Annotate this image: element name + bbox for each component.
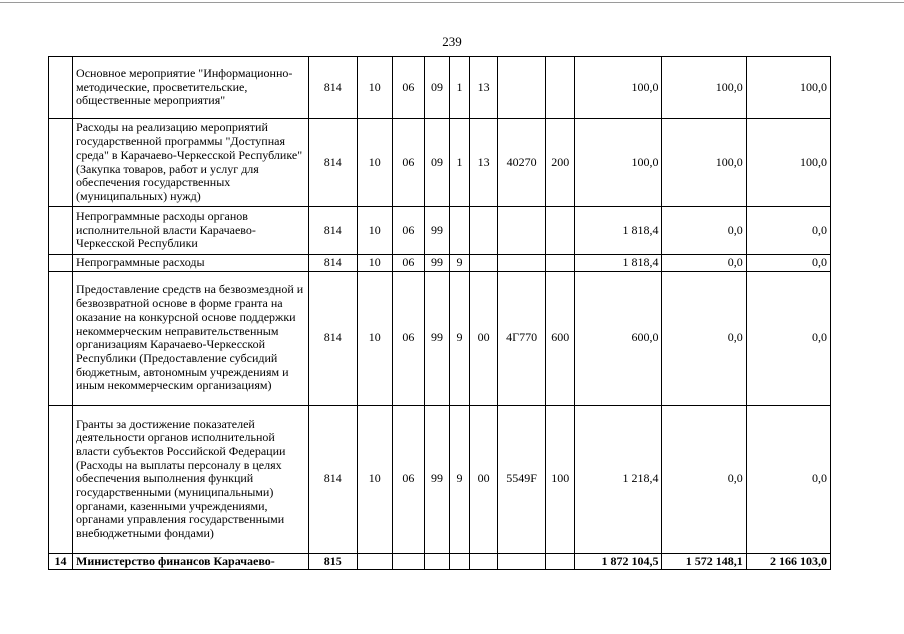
subsection-code: 06 bbox=[392, 255, 424, 272]
program-code bbox=[424, 553, 449, 570]
row-name: Непрограммные расходы органов исполнительной власти Карачаево-Черкесской Республики bbox=[73, 207, 309, 255]
direction-code: 5549F bbox=[498, 405, 546, 553]
direction-code: 4Г770 bbox=[498, 271, 546, 405]
subprogram-code: 9 bbox=[449, 271, 469, 405]
subsection-code: 06 bbox=[392, 57, 424, 119]
subsection-code: 06 bbox=[392, 271, 424, 405]
program-code: 99 bbox=[424, 405, 449, 553]
amount-year-2: 100,0 bbox=[662, 119, 746, 207]
table-row bbox=[49, 57, 831, 119]
row-number bbox=[49, 405, 73, 553]
amount-year-1: 600,0 bbox=[575, 271, 662, 405]
activity-code bbox=[470, 553, 498, 570]
activity-code: 13 bbox=[470, 119, 498, 207]
row-name: Предоставление средств на безвозмездной и безвозвратной основе в форме гранта на оказание на конкурсной основе поддержки некоммерческим неправительственным организациям Карачаево-Черкесской Республики (Предоставление субсидий бюджетным, автономным учреждениям и иным некоммерческим организациям) bbox=[73, 271, 309, 405]
direction-code bbox=[498, 255, 546, 272]
subprogram-code bbox=[449, 207, 469, 255]
subsection-code: 06 bbox=[392, 207, 424, 255]
grbs-code: 814 bbox=[308, 255, 357, 272]
amount-year-2: 0,0 bbox=[662, 405, 746, 553]
grbs-code: 814 bbox=[308, 57, 357, 119]
section-code bbox=[357, 553, 392, 570]
amount-year-1: 1 872 104,5 bbox=[575, 553, 662, 570]
section-code: 10 bbox=[357, 271, 392, 405]
section-code: 10 bbox=[357, 207, 392, 255]
direction-code: 40270 bbox=[498, 119, 546, 207]
row-number bbox=[49, 57, 73, 119]
subprogram-code: 9 bbox=[449, 405, 469, 553]
activity-code bbox=[470, 255, 498, 272]
grbs-code: 814 bbox=[308, 207, 357, 255]
activity-code: 00 bbox=[470, 271, 498, 405]
subprogram-code: 1 bbox=[449, 57, 469, 119]
program-code: 99 bbox=[424, 207, 449, 255]
expense-type-code bbox=[546, 553, 575, 570]
row-number bbox=[49, 207, 73, 255]
grbs-code: 814 bbox=[308, 271, 357, 405]
row-number: 14 bbox=[49, 553, 73, 570]
direction-code bbox=[498, 553, 546, 570]
activity-code: 13 bbox=[470, 57, 498, 119]
grbs-code: 814 bbox=[308, 405, 357, 553]
table-row bbox=[49, 271, 831, 405]
subsection-code: 06 bbox=[392, 405, 424, 553]
direction-code bbox=[498, 207, 546, 255]
table-row bbox=[49, 119, 831, 207]
section-code: 10 bbox=[357, 57, 392, 119]
amount-year-1: 1 818,4 bbox=[575, 207, 662, 255]
amount-year-1: 1 218,4 bbox=[575, 405, 662, 553]
row-number bbox=[49, 271, 73, 405]
subsection-code bbox=[392, 553, 424, 570]
page-number: 239 bbox=[442, 34, 462, 49]
section-code: 10 bbox=[357, 119, 392, 207]
program-code: 99 bbox=[424, 255, 449, 272]
table-row bbox=[49, 553, 831, 570]
row-number bbox=[49, 255, 73, 272]
expense-type-code bbox=[546, 207, 575, 255]
program-code: 99 bbox=[424, 271, 449, 405]
amount-year-3: 100,0 bbox=[746, 119, 830, 207]
amount-year-3: 0,0 bbox=[746, 405, 830, 553]
subprogram-code: 9 bbox=[449, 255, 469, 272]
expense-type-code: 100 bbox=[546, 405, 575, 553]
amount-year-3: 100,0 bbox=[746, 57, 830, 119]
table-row bbox=[49, 207, 831, 255]
expense-type-code: 600 bbox=[546, 271, 575, 405]
amount-year-3: 0,0 bbox=[746, 255, 830, 272]
expense-type-code: 200 bbox=[546, 119, 575, 207]
row-name: Гранты за достижение показателей деятельности органов исполнительной власти субъектов Российской Федерации (Расходы на выплаты персоналу в целях обеспечения выполнения функций государственными (муниципальными) органами, казенными учреждениями, органами управления государственными внебюджетными фондами) bbox=[73, 405, 309, 553]
subprogram-code bbox=[449, 553, 469, 570]
activity-code: 00 bbox=[470, 405, 498, 553]
table-row bbox=[49, 405, 831, 553]
amount-year-1: 100,0 bbox=[575, 57, 662, 119]
amount-year-2: 100,0 bbox=[662, 57, 746, 119]
amount-year-2: 0,0 bbox=[662, 271, 746, 405]
amount-year-3: 0,0 bbox=[746, 271, 830, 405]
section-code: 10 bbox=[357, 405, 392, 553]
row-name: Министерство финансов Карачаево- bbox=[73, 553, 309, 570]
row-name: Основное мероприятие "Информационно-методические, просветительские, общественные мероприятия" bbox=[73, 57, 309, 119]
expense-type-code bbox=[546, 255, 575, 272]
budget-table bbox=[48, 56, 831, 570]
amount-year-1: 1 818,4 bbox=[575, 255, 662, 272]
row-name: Расходы на реализацию мероприятий государственной программы "Доступная среда" в Карачаево-Черкесской Республике" (Закупка товаров, работ и услуг для обеспечения государственных (муниципальных) нужд) bbox=[73, 119, 309, 207]
row-number bbox=[49, 119, 73, 207]
amount-year-3: 0,0 bbox=[746, 207, 830, 255]
grbs-code: 814 bbox=[308, 119, 357, 207]
subprogram-code: 1 bbox=[449, 119, 469, 207]
amount-year-2: 0,0 bbox=[662, 255, 746, 272]
top-edge-rule bbox=[0, 2, 904, 3]
amount-year-2: 1 572 148,1 bbox=[662, 553, 746, 570]
section-code: 10 bbox=[357, 255, 392, 272]
grbs-code: 815 bbox=[308, 553, 357, 570]
expense-type-code bbox=[546, 57, 575, 119]
program-code: 09 bbox=[424, 119, 449, 207]
amount-year-3: 2 166 103,0 bbox=[746, 553, 830, 570]
direction-code bbox=[498, 57, 546, 119]
amount-year-2: 0,0 bbox=[662, 207, 746, 255]
row-name: Непрограммные расходы bbox=[73, 255, 309, 272]
subsection-code: 06 bbox=[392, 119, 424, 207]
table-row bbox=[49, 255, 831, 272]
amount-year-1: 100,0 bbox=[575, 119, 662, 207]
activity-code bbox=[470, 207, 498, 255]
program-code: 09 bbox=[424, 57, 449, 119]
